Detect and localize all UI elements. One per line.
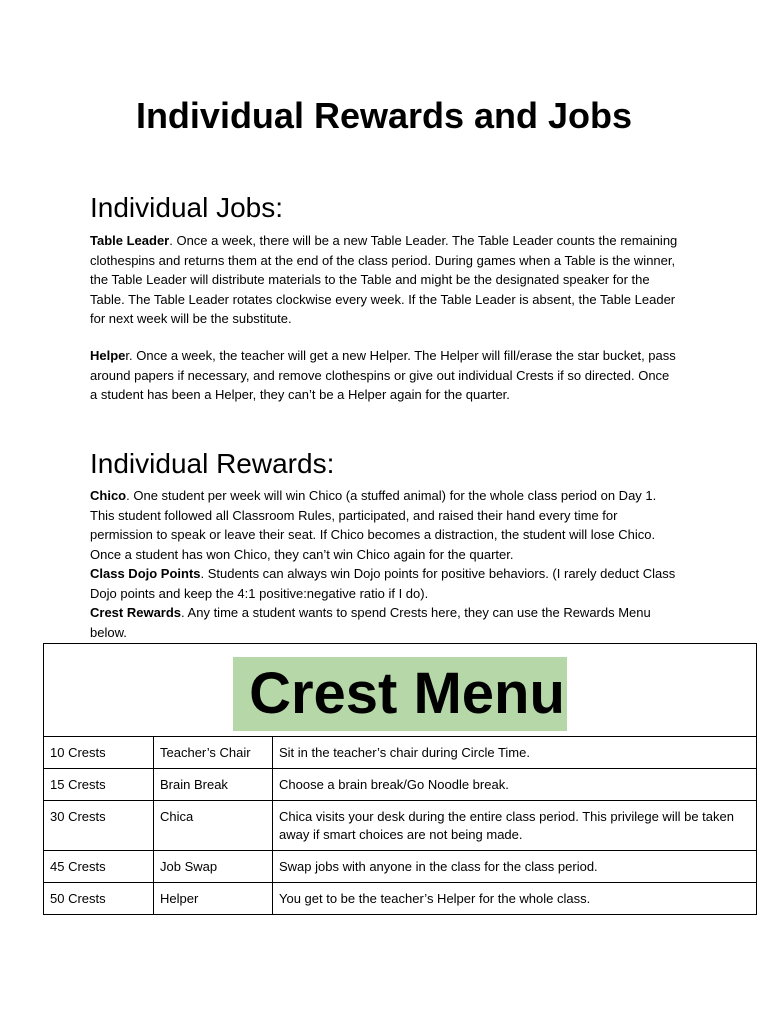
- helper-paragraph: [90, 346, 680, 405]
- table-row: [44, 801, 757, 851]
- table-leader-paragraph: [90, 231, 680, 329]
- reward-description-cell: Sit in the teacher’s chair during Circle Time.: [273, 737, 757, 769]
- crest-cost-cell: 10 Crests: [44, 737, 154, 769]
- crest-cost-cell: 15 Crests: [44, 769, 154, 801]
- reward-name-cell: Helper: [154, 883, 273, 915]
- crest-menu-banner-row: [44, 644, 757, 737]
- table-row: [44, 883, 757, 915]
- table-leader-term: Table Leader: [90, 233, 170, 248]
- reward-description-cell: You get to be the teacher’s Helper for the whole class.: [273, 883, 757, 915]
- helper-text: r. Once a week, the teacher will get a new Helper. The Helper will fill/erase the star bucket, pass around papers if necessary, and remove clothespins or give out individual Crests if so directed. Once a student has been a Helper, they can’t be a Helper again for the quarter.: [90, 348, 676, 402]
- crest-cost-cell: 50 Crests: [44, 883, 154, 915]
- dojo-term: Class Dojo Points: [90, 566, 201, 581]
- reward-name-cell: Job Swap: [154, 851, 273, 883]
- crest-cost-cell: 30 Crests: [44, 801, 154, 851]
- chico-text: . One student per week will win Chico (a stuffed animal) for the whole class period on Day 1. This student followed all Classroom Rules, participated, and raised their hand every time for permission to speak or leave their seat. If Chico becomes a distraction, the student will lose Chico. Once a student has won Chico, they can’t win Chico again for the quarter.: [90, 488, 657, 562]
- reward-description-cell: Choose a brain break/Go Noodle break.: [273, 769, 757, 801]
- crest-menu-banner-cell: [44, 644, 757, 737]
- crest-rewards-text: . Any time a student wants to spend Crests here, they can use the Rewards Menu below.: [90, 605, 651, 640]
- reward-name-cell: Chica: [154, 801, 273, 851]
- crest-rewards-term: Crest Rewards: [90, 605, 182, 620]
- individual-rewards-heading: Individual Rewards:: [90, 448, 335, 479]
- crest-menu-title: Crest Menu: [233, 657, 567, 731]
- chico-paragraph: [90, 486, 680, 642]
- table-row: [44, 737, 757, 769]
- reward-description-cell: Chica visits your desk during the entire class period. This privilege will be taken away if smart choices are not being made.: [273, 801, 757, 851]
- reward-name-cell: Teacher’s Chair: [154, 737, 273, 769]
- crest-menu-table: [43, 643, 757, 915]
- dojo-text: . Students can always win Dojo points for positive behaviors. (I rarely deduct Class Dojo points and keep the 4:1 positive:negative ratio if I do).: [90, 566, 676, 601]
- individual-jobs-heading: Individual Jobs:: [90, 192, 284, 223]
- table-row: [44, 769, 757, 801]
- table-row: [44, 851, 757, 883]
- page-title: Individual Rewards and Jobs: [135, 95, 633, 136]
- table-leader-text: . Once a week, there will be a new Table Leader. The Table Leader counts the remaining clothespins and returns them at the end of the class period. During games when a Table is the winner, the Table Leader will distribute materials to the Table and might be the designated speaker for the Table. The Table Leader rotates clockwise every week. If the Table Leader is absent, the Table Leader for next week will be the substitute.: [90, 233, 678, 326]
- helper-term: Helpe: [90, 348, 126, 363]
- reward-name-cell: Brain Break: [154, 769, 273, 801]
- chico-term: Chico: [90, 488, 127, 503]
- reward-description-cell: Swap jobs with anyone in the class for the class period.: [273, 851, 757, 883]
- crest-cost-cell: 45 Crests: [44, 851, 154, 883]
